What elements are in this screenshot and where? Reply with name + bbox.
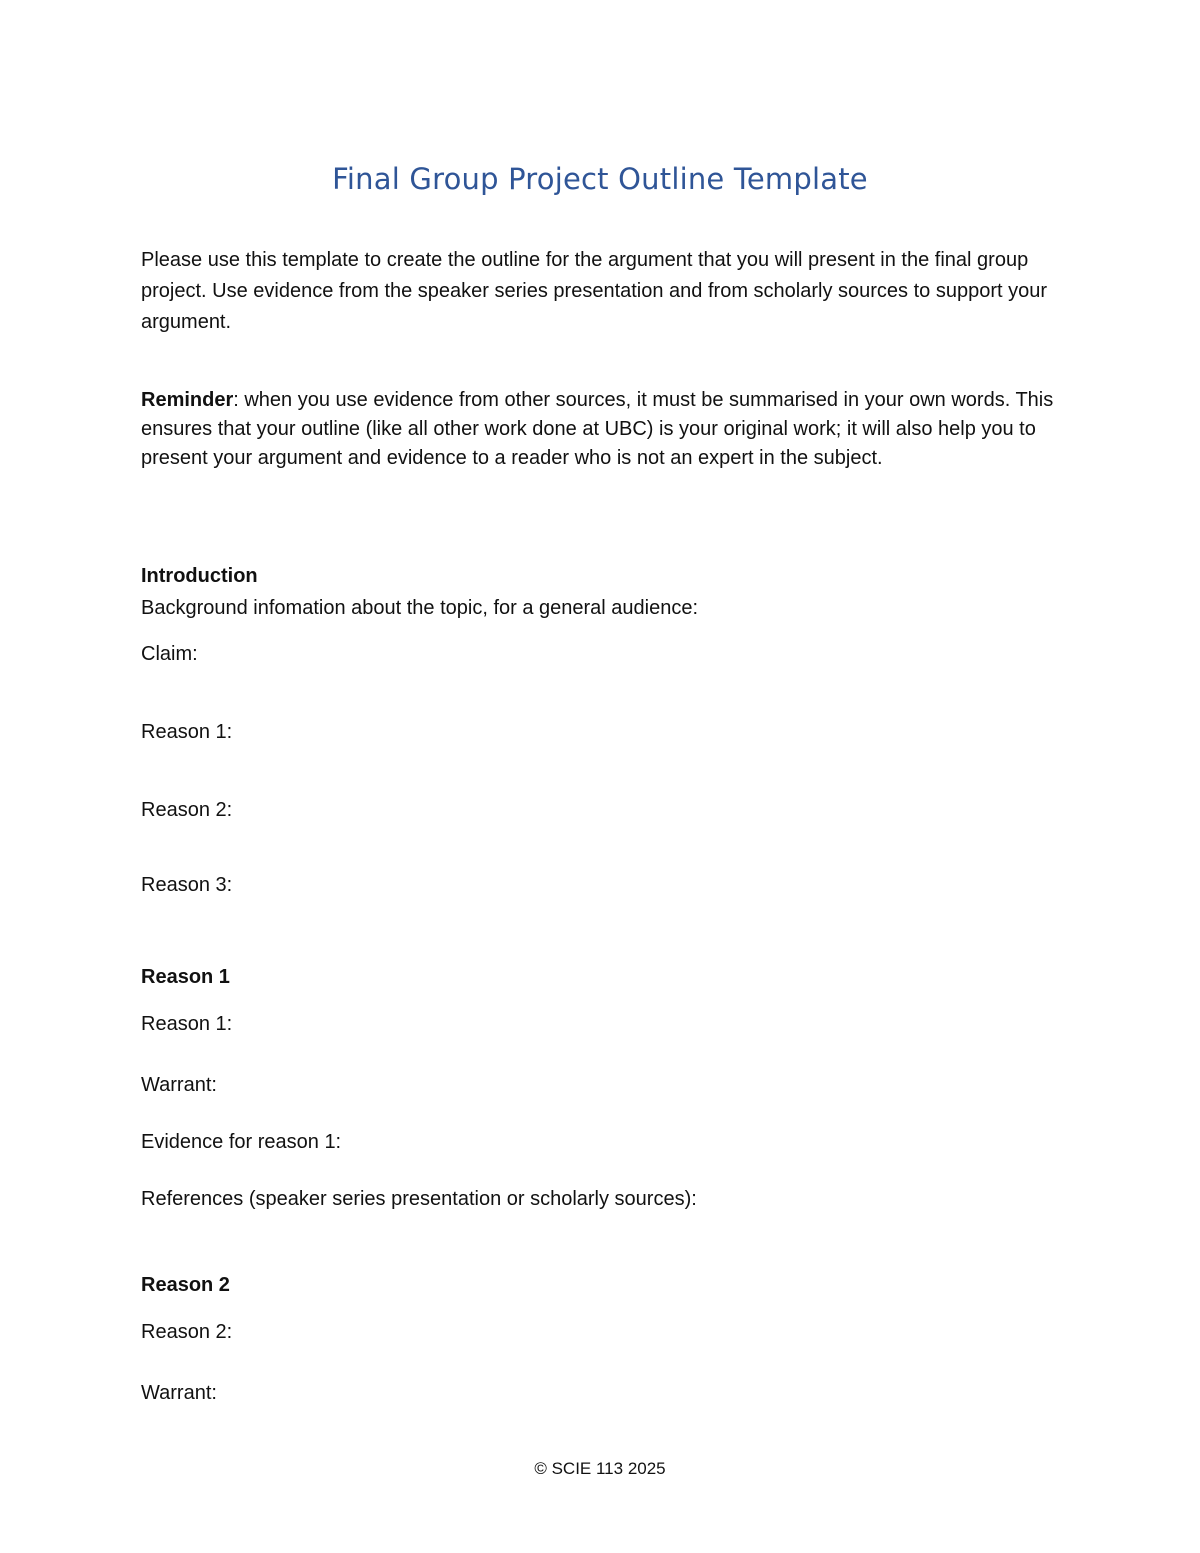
reason2-label: Reason 2: [141,1321,233,1343]
reminder-paragraph [141,386,1071,473]
reminder-label: Reminder [141,389,234,411]
claim-label: Claim: [141,643,198,665]
intro-reason1-label: Reason 1: [141,721,233,743]
intro-reason3-label: Reason 3: [141,874,233,896]
introduction-heading: Introduction [141,565,258,587]
intro-paragraph: Please use this template to create the outline for the argument that you will present in the final group project. Use evidence from the speaker series presentation and from scholarly sources to support your argument. [141,249,1047,333]
background-label: Background infomation about the topic, for a general audience: [141,597,699,619]
reason1-warrant-label: Warrant: [141,1074,217,1096]
document-title: Final Group Project Outline Template [332,162,868,196]
reason1-references-label: References (speaker series presentation or scholarly sources): [141,1188,697,1210]
intro-reason2-label: Reason 2: [141,799,233,821]
copyright-footer: © SCIE 113 2025 [534,1459,666,1478]
reason2-heading: Reason 2 [141,1274,230,1296]
reason1-heading: Reason 1 [141,966,230,988]
reminder-text: : when you use evidence from other sources, it must be summarised in your own words. This ensures that your outline (like all other work done at UBC) is your original work; it will also help you to present your argument and evidence to a reader who is not an expert in the subject. [141,389,1054,469]
reason2-warrant-label: Warrant: [141,1382,217,1404]
reason1-label: Reason 1: [141,1013,233,1035]
reason1-evidence-label: Evidence for reason 1: [141,1131,342,1153]
